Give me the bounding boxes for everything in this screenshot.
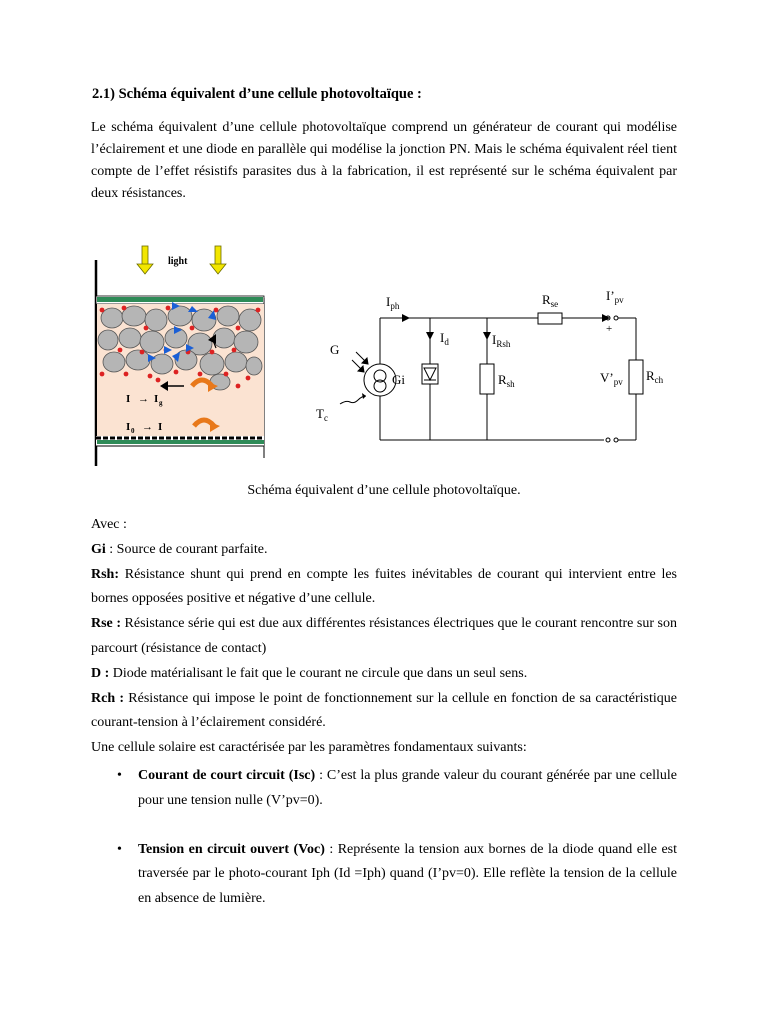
svg-text:→: → <box>138 393 149 405</box>
gi-label: Gi <box>392 372 405 387</box>
definition-diode: D : Diode matérialisant le fait que le courant ne circule que dans un seul sens. <box>91 665 528 681</box>
svg-text:I: I <box>158 421 163 433</box>
section-heading: 2.1) Schéma équivalent d’une cellule photovoltaïque : <box>92 86 422 102</box>
definition-gi: Gi : Source de courant parfaite. <box>91 541 268 557</box>
light-label: light <box>168 256 188 267</box>
figure-caption: Schéma équivalent d’une cellule photovoltaïque. <box>247 483 521 498</box>
parameters-list <box>91 764 677 912</box>
iph-label: $I_{ph}$ <box>386 294 400 311</box>
vpv-label: $V’_{pv}$ <box>600 370 623 387</box>
light-arrow-right <box>210 246 226 274</box>
list-item-isc: • Courant de court circuit (Isc) : C’est la plus grande valeur du courant générée par une cellule pour une tension nulle (V’pv=0). <box>91 764 677 814</box>
irsh-label: $I_{Rsh}$ <box>492 332 511 349</box>
definition-rse: Rse : Résistance série qui est due aux différentes résistances électriques que le courant rencontre sur son parcourt (résistance de contact) <box>91 616 677 656</box>
light-arrow-left <box>137 246 153 274</box>
definition-rsh: Rsh: Résistance shunt qui prend en compte les fuites inévitables de courant qui intervient entre les bornes opposées positive et négative d’une cellule. <box>91 566 677 607</box>
list-item-voc: • Tension en circuit ouvert (Voc) : Représente la tension aux bornes de la diode quand elle est traversée par le photo-courant Iph (Id =Iph) quand (I’pv=0). Elle reflète la tension de la cellule en absence de lumière. <box>91 838 677 912</box>
avec-label: Avec : <box>91 517 127 532</box>
definition-rch: Rch : Résistance qui impose le point de fonctionnement sur la cellule en fonction de sa caractéristique courant-tension à l’éclairement considéré. <box>91 690 678 731</box>
svg-text:I: I <box>126 421 131 433</box>
id-label: $I_d$ <box>440 330 449 347</box>
bullet-icon: • <box>117 768 122 783</box>
bullet-icon: • <box>117 841 122 857</box>
svg-text:→: → <box>142 421 153 433</box>
temperature-wave <box>340 396 366 404</box>
irradiance-arrows <box>352 352 368 372</box>
load-resistor <box>629 360 643 394</box>
series-resistor <box>538 313 562 324</box>
svg-text:I: I <box>126 393 131 405</box>
intro-paragraph: Le schéma équivalent d’une cellule photovoltaïque comprend un générateur de courant qui modélise l’éclairement et une diode en parallèle qui modélise la jonction PN. Mais le schéma équivalent réel tient compte de l’effet résistifs parasites dus à la fabrication, il est représenté sur le schéma équivalent par deux résistances. <box>91 120 677 201</box>
parameters-intro: Une cellule solaire est caractérisée par les paramètres fondamentaux suivants: <box>91 740 527 756</box>
rch-label: $R_{ch}$ <box>646 368 664 385</box>
plus-sign: + <box>606 323 613 335</box>
svg-text:g: g <box>159 399 163 407</box>
equivalent-circuit-diagram <box>300 280 680 450</box>
diode-symbol <box>422 364 438 384</box>
temperature-label: $T_c$ <box>316 406 328 423</box>
ipv-label: $I’_{pv}$ <box>606 288 624 305</box>
svg-text:0: 0 <box>131 427 135 435</box>
svg-text:I: I <box>154 393 159 405</box>
shunt-resistor <box>480 364 494 394</box>
rse-label: $R_{se}$ <box>542 292 559 309</box>
definitions-block <box>91 513 677 761</box>
irradiance-label: G <box>330 342 340 357</box>
rsh-label: $R_{sh}$ <box>498 372 515 389</box>
cell-cross-section-figure <box>88 240 272 470</box>
